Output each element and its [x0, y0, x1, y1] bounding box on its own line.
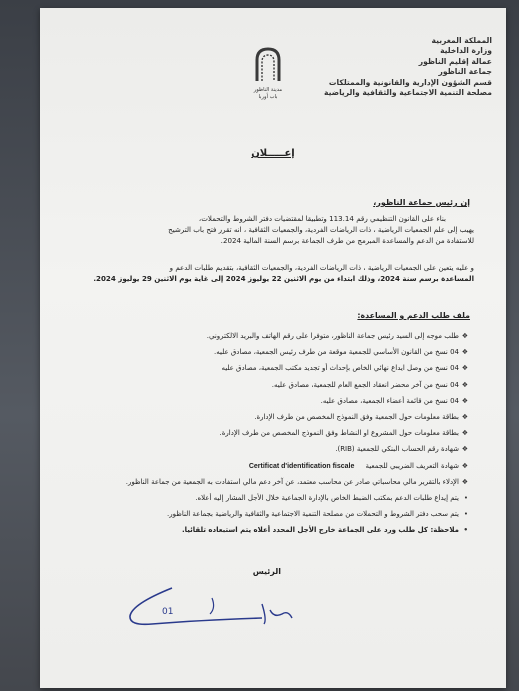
paragraph-intro — [64, 213, 474, 246]
president-label: الرئيس — [252, 567, 281, 576]
diamond-bullet-icon: ❖ — [461, 396, 468, 405]
document-title: إعـــــلان — [251, 148, 295, 159]
list-item — [58, 330, 468, 346]
diamond-bullet-icon: ❖ — [461, 429, 468, 438]
diamond-bullet-icon: ❖ — [461, 477, 468, 486]
header-line: عمالة إقليم الناظور — [418, 56, 492, 66]
dot-bullet-icon: • — [463, 510, 468, 519]
diamond-bullet-icon: ❖ — [461, 348, 468, 357]
diamond-bullet-icon: ❖ — [461, 332, 468, 340]
diamond-bullet-icon: ❖ — [461, 364, 468, 373]
list-item-text: بطاقة معلومات حول الجمعية وفق النموذج المخصص من طرف الإدارة. — [254, 412, 459, 421]
section-title: ملف طلب الدعم و المساعدة: — [357, 311, 470, 320]
administrative-header — [262, 36, 492, 98]
list-item-text: ملاحظة: كل طلب ورد على الجماعة خارج الأجل المحدد أعلاه يتم استبعاده تلقائيا. — [182, 526, 459, 535]
city-logo — [245, 46, 291, 100]
list-item — [58, 379, 468, 395]
dot-bullet-icon: • — [463, 526, 468, 535]
list-item-text: بطاقة معلومات حول المشروع او النشاط وفق النموذج المخصص من طرف الإدارة. — [219, 429, 459, 438]
list-item — [58, 508, 468, 524]
signature — [112, 574, 362, 638]
diamond-bullet-icon: ❖ — [461, 461, 468, 470]
list-item-text: يتم إيداع طلبات الدعم بمكتب الضبط الخاص بالإدارة الجماعية خلال الأجل المشار إليه أعلاه. — [195, 493, 459, 502]
logo-caption-line: مدينة الناظور — [253, 87, 283, 93]
list-item-text: الإدلاء بالتقرير مالي محاسباتي صادر عن محاسب معتمد، عن آخر دعم مالي استفادت به الجمعية من جماعة الناظور. — [125, 477, 459, 486]
list-item — [58, 362, 468, 378]
list-item-text: طلب موجه إلى السيد رئيس جماعة الناظور، متوفرا على رقم الهاتف والبريد الالكتروني. — [206, 332, 459, 340]
gate-arch-icon — [253, 46, 283, 82]
handwritten-signature-icon — [112, 574, 362, 634]
list-item-text: 04 نسخ من وصل ايداع نهائي الخاص بإحداث أو تجديد مكتب الجمعية، مصادق عليه — [221, 364, 459, 373]
list-item — [58, 395, 468, 411]
list-item-text: شهادة رقم الحساب البنكي للجمعية (RIB). — [335, 445, 459, 454]
paragraph-line: للاستفادة من الدعم والمساعدة المبرمج من طرف الجماعة برسم السنة المالية 2024. — [220, 236, 474, 245]
list-item — [58, 411, 468, 427]
requirements-list — [58, 330, 468, 540]
list-item-text: شهادة التعريف الضريبي للجمعية — [365, 461, 459, 470]
logo-caption — [245, 87, 291, 100]
announcement-document — [40, 8, 506, 688]
paragraph-line: يهيب إلى علم الجمعيات الرياضية ، ذات الرياضات الفردية، والجمعيات الثقافية ، انه تقرر فتح باب الترشيح — [168, 225, 474, 234]
addressee: إن رئيس جماعة الناظور، — [373, 198, 470, 207]
dot-bullet-icon: • — [463, 493, 468, 502]
list-item-note — [58, 524, 468, 540]
list-item-text: 04 نسخ من قائمة أعضاء الجمعية، مصادق عليه. — [320, 396, 459, 405]
list-item-text: 04 نسخ من القانون الأساسي للجمعية موقعة من طرف رئيس الجمعية، مصادق عليه. — [214, 348, 459, 357]
list-item — [58, 460, 468, 476]
list-item — [58, 476, 468, 492]
logo-caption-line: باب أوربا — [258, 93, 278, 100]
header-line: قسم الشؤون الإدارية والقانونية والممتلكات — [328, 77, 492, 87]
diamond-bullet-icon: ❖ — [461, 412, 468, 421]
list-item — [58, 346, 468, 362]
header-line: جماعة الناظور — [438, 67, 492, 77]
paragraph-line: المساعدة برسم سنة 2024، وذلك ابتداء من يوم الاثنين 22 يوليوز 2024 إلى غاية يوم الاثنين 29 يوليوز 2024. — [93, 274, 474, 283]
list-item-text: يتم سحب دفتر الشروط و التحملات من مصلحة التنمية الاجتماعية والثقافية والرياضية بجماعة الناظور. — [167, 510, 459, 519]
paragraph-line: و عليه يتعين على الجمعيات الرياضية ، ذات الرياضات الفردية، والجمعيات الثقافية، بتقديم طلبات الدعم و — [169, 263, 474, 272]
paragraph-line: بناء على القانون التنظيمي رقم 113.14 وتطبيقا لمقتضيات دفتر الشروط والتحملات، — [198, 214, 446, 223]
signature-number: 01 — [162, 607, 174, 617]
list-item — [58, 443, 468, 459]
header-line: المملكة المغربية — [431, 36, 492, 45]
list-item — [58, 427, 468, 443]
paragraph-dates — [64, 262, 474, 284]
list-item — [58, 492, 468, 508]
diamond-bullet-icon: ❖ — [461, 445, 468, 454]
list-item-text-french: Certificat d'identification fiscale — [248, 462, 355, 470]
diamond-bullet-icon: ❖ — [461, 380, 468, 389]
header-line: مصلحة التنمية الاجتماعية والثقافية والرياضية — [324, 88, 492, 98]
list-item-text: 04 نسخ من آخر محضر انعقاد الجمع العام للجمعية، مصادق عليه. — [271, 380, 459, 389]
header-line: وزارة الداخلية — [440, 46, 492, 56]
